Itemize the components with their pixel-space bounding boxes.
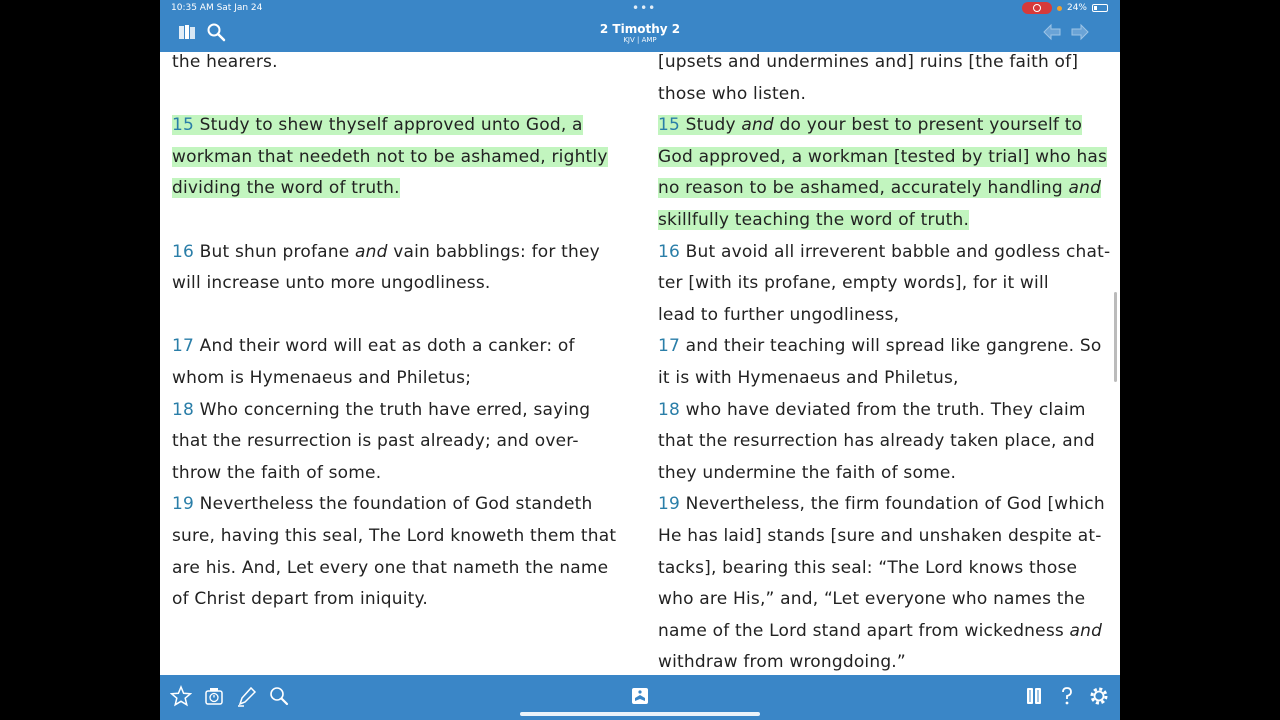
verse-number[interactable]: 16	[658, 241, 681, 262]
amp-verse-19-line[interactable]: withdraw from wrongdoing.”	[658, 652, 906, 673]
amp-verse-16-line[interactable]: lead to further ungodliness,	[658, 304, 900, 325]
amp-verse-17-line[interactable]: 17 and their teaching will spread like gangrene. So	[658, 336, 1102, 357]
kjv-verse-19-line[interactable]: of Christ depart from iniquity.	[172, 589, 428, 610]
page-title[interactable]: 2 Timothy 2	[599, 22, 681, 36]
title-block[interactable]	[160, 22, 1120, 44]
kjv-verse-19-line[interactable]: are his. And, Let every one that nameth the name	[172, 557, 609, 578]
kjv-carryover-line: the hearers.	[172, 52, 278, 72]
kjv-verse-18-line[interactable]: that the resurrection is past already; and over-	[172, 431, 579, 452]
status-time: 10:35 AM Sat Jan 24	[171, 3, 263, 13]
kjv-verse-18-line[interactable]: 18 Who concerning the truth have erred, saying	[172, 399, 591, 420]
amp-verse-19-line[interactable]: name of the Lord stand apart from wickedness and	[658, 620, 1103, 641]
verse-number[interactable]: 16	[172, 241, 195, 262]
kjv-verse-19-line[interactable]: sure, having this seal, The Lord knoweth them that	[172, 525, 617, 546]
amp-verse-18-line[interactable]: that the resurrection has already taken place, and	[658, 431, 1095, 452]
kjv-verse-19-line[interactable]: 19 Nevertheless the foundation of God standeth	[172, 494, 593, 515]
amp-verse-19-line[interactable]: He has laid] stands [sure and unshaken despite at-	[658, 525, 1102, 546]
kjv-verse-16-line[interactable]: will increase unto more ungodliness.	[172, 273, 491, 294]
battery-icon	[1092, 4, 1108, 12]
kjv-verse-18-line[interactable]: throw the faith of some.	[172, 462, 382, 483]
kjv-verse-15-line[interactable]: dividing the word of truth.	[172, 178, 400, 199]
parallel-text-view[interactable]	[160, 52, 1120, 675]
status-indicators	[1022, 2, 1108, 14]
amp-verse-15-line[interactable]: skillfully teaching the word of truth.	[658, 209, 970, 230]
amp-verse-16-line[interactable]: 16 But avoid all irreverent babble and godless chat-	[658, 241, 1111, 262]
scrollbar[interactable]	[1114, 292, 1117, 382]
battery-percent: 24%	[1066, 3, 1087, 13]
kjv-verse-17-line[interactable]: whom is Hymenaeus and Philetus;	[172, 367, 472, 388]
verse-number[interactable]: 19	[658, 494, 681, 515]
amp-verse-19-line[interactable]: who are His,” and, “Let everyone who names the	[658, 589, 1086, 610]
back-arrow-icon[interactable]	[1042, 22, 1062, 42]
kjv-verse-15-line[interactable]: 15 Study to shew thyself approved unto God, a	[172, 115, 583, 136]
verse-number[interactable]: 15	[658, 115, 681, 136]
highlight-pen-icon[interactable]	[236, 685, 258, 707]
multitasking-dots[interactable]: •••	[632, 1, 657, 15]
amp-verse-17-line[interactable]: it is with Hymenaeus and Philetus,	[658, 367, 959, 388]
amp-verse-15-line[interactable]: no reason to be ashamed, accurately handling and	[658, 178, 1102, 199]
forward-arrow-icon[interactable]	[1070, 22, 1090, 42]
verse-number[interactable]: 15	[172, 115, 195, 136]
amp-verse-18-line[interactable]: 18 who have deviated from the truth. They claim	[658, 399, 1086, 420]
amp-verse-18-line[interactable]: they undermine the faith of some.	[658, 462, 957, 483]
kjv-verse-16-line[interactable]: 16 But shun profane and vain babblings: for they	[172, 241, 600, 262]
bookmark-star-icon[interactable]	[170, 685, 192, 707]
top-toolbar	[160, 0, 1120, 52]
amp-verse-19-line[interactable]: 19 Nevertheless, the firm foundation of God [which	[658, 494, 1105, 515]
amp-column[interactable]	[658, 52, 1110, 675]
verse-number[interactable]: 17	[172, 336, 195, 357]
app-screen	[160, 0, 1120, 720]
amp-verse-19-line[interactable]: tacks], bearing this seal: “The Lord knows those	[658, 557, 1078, 578]
kjv-verse-17-line[interactable]: 17 And their word will eat as doth a canker: of	[172, 336, 575, 357]
settings-gear-icon[interactable]	[1088, 685, 1110, 707]
columns-icon[interactable]	[1023, 685, 1045, 707]
kjv-column[interactable]	[172, 52, 627, 616]
amp-verse-15-line[interactable]: 15 Study and do your best to present yourself to	[658, 115, 1083, 136]
amp-carryover-line: [upsets and undermines and] ruins [the faith of]	[658, 52, 1079, 72]
verse-number[interactable]: 18	[658, 399, 681, 420]
mic-indicator-icon	[1057, 6, 1062, 11]
amp-verse-16-line[interactable]: ter [with its profane, empty words], for it will	[658, 273, 1049, 294]
verse-number[interactable]: 19	[172, 494, 195, 515]
verse-number[interactable]: 17	[658, 336, 681, 357]
verse-number[interactable]: 18	[172, 399, 195, 420]
lookup-icon[interactable]	[268, 685, 290, 707]
bottom-toolbar	[160, 675, 1120, 720]
screen-record-icon[interactable]	[1022, 2, 1052, 14]
home-indicator[interactable]	[520, 712, 760, 716]
reading-mode-icon[interactable]	[629, 685, 651, 707]
kjv-verse-15-line[interactable]: workman that needeth not to be ashamed, rightly	[172, 146, 608, 167]
amp-verse-15-line[interactable]: God approved, a workman [tested by trial] who has	[658, 146, 1108, 167]
amp-carryover-line: those who listen.	[658, 83, 807, 104]
translations-label[interactable]: KJV | AMP	[623, 36, 657, 44]
help-icon[interactable]	[1056, 685, 1078, 707]
history-icon[interactable]	[203, 685, 225, 707]
